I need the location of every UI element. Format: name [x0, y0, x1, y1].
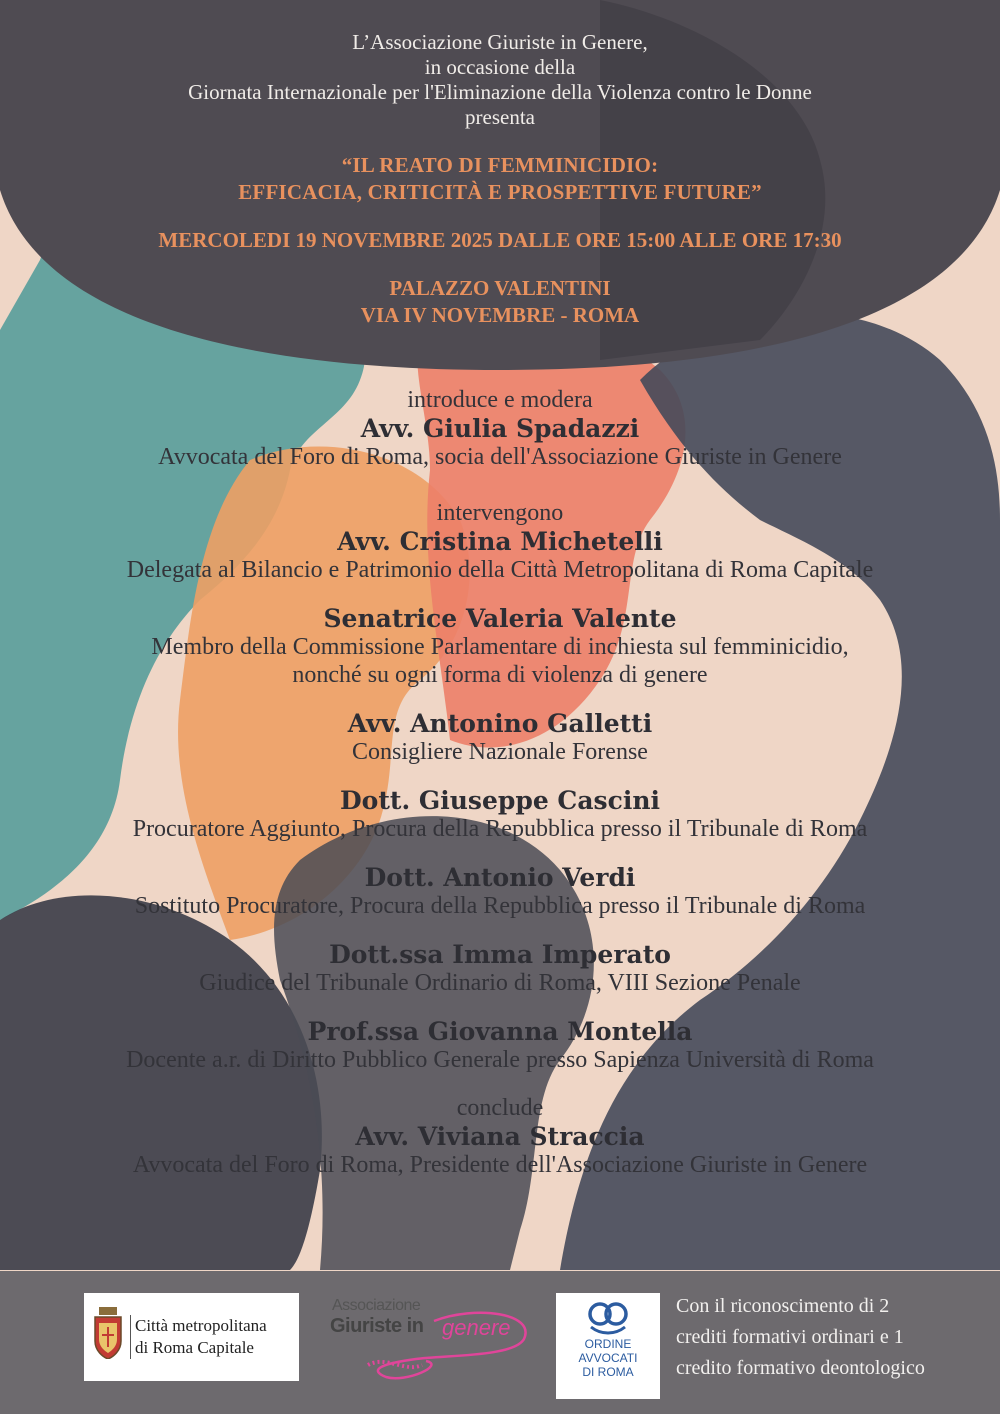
moderator-desc: Avvocata del Foro di Roma, socia dell'Associazione Giuriste in Genere [158, 444, 842, 470]
speaker-desc: Procuratore Aggiunto, Procura della Repubblica presso il Tribunale di Roma [132, 816, 868, 842]
giuriste-logo-line3: genere [442, 1315, 511, 1340]
intro-text [0, 30, 1000, 130]
intro-line: presenta [465, 105, 535, 129]
credits-line: credito formativo deontologico [676, 1357, 925, 1379]
event-program [0, 386, 1000, 1179]
speaker-desc: Consigliere Nazionale Forense [352, 739, 648, 765]
giuriste-in-genere-logo [326, 1295, 536, 1385]
event-place [0, 275, 1000, 329]
speaker-desc: Delegata al Bilancio e Patrimonio della Città Metropolitana di Roma Capitale [126, 557, 874, 583]
sponsor-footer [0, 1271, 1000, 1414]
ordine-logo-line: ORDINE [584, 1337, 632, 1351]
event-date: MERCOLEDI 19 NOVEMBRE 2025 DALLE ORE 15:00 ALLE ORE 17:30 [158, 228, 842, 252]
speaker-name: Dott.ssa Imma Imperato [329, 940, 671, 969]
knot-icon [583, 1299, 633, 1335]
event-title [0, 152, 1000, 206]
place-line: PALAZZO VALENTINI [389, 276, 611, 300]
place-line: VIA IV NOVEMBRE - ROMA [360, 303, 640, 327]
speaker-desc: Sostituto Procuratore, Procura della Repubblica presso il Tribunale di Roma [134, 893, 866, 919]
title-line: “IL REATO DI FEMMINICIDIO: [341, 153, 659, 177]
speaker-name: Senatrice Valeria Valente [323, 604, 677, 633]
speaker-name: Dott. Giuseppe Cascini [340, 786, 660, 815]
credits-line: crediti formativi ordinari e 1 [676, 1326, 904, 1348]
citta-logo-line: Città metropolitana [135, 1316, 267, 1335]
speaker-desc: Membro della Commissione Parlamentare di inchiesta sul femminicidio, [151, 634, 849, 660]
speaker-name: Avv. Cristina Michetelli [337, 527, 663, 556]
ordine-avvocati-logo [556, 1293, 660, 1399]
speaker-desc: nonché su ogni forma di violenza di genere [292, 662, 708, 688]
ordine-logo-text [556, 1337, 660, 1379]
citta-logo-line: di Roma Capitale [135, 1338, 254, 1357]
speakers-label: intervengono [436, 500, 564, 526]
ordine-logo-line: DI ROMA [582, 1365, 634, 1379]
citta-metropolitana-logo [84, 1293, 299, 1381]
intro-line: in occasione della [424, 55, 576, 79]
intro-line: Giornata Internazionale per l'Eliminazione della Violenza contro le Donne [188, 80, 812, 104]
ordine-logo-line: AVVOCATI [578, 1351, 638, 1365]
speaker-name: Avv. Antonino Galletti [347, 709, 653, 738]
speaker-name: Dott. Antonio Verdi [364, 863, 636, 892]
intro-line: L’Associazione Giuriste in Genere, [352, 30, 648, 54]
crest-icon [93, 1307, 123, 1359]
speaker-desc: Docente a.r. di Diritto Pubblico Generale presso Sapienza Università di Roma [126, 1047, 874, 1073]
credits-note [676, 1291, 996, 1384]
speaker-desc: Giudice del Tribunale Ordinario di Roma, VIII Sezione Penale [199, 970, 801, 996]
title-line: EFFICACIA, CRITICITÀ E PROSPETTIVE FUTURE” [238, 180, 762, 204]
event-header [0, 30, 1000, 329]
closer-name: Avv. Viviana Straccia [355, 1122, 645, 1151]
closing-label: conclude [456, 1095, 544, 1121]
closer-desc: Avvocata del Foro di Roma, Presidente dell'Associazione Giuriste in Genere [132, 1152, 868, 1178]
giuriste-logo-line2: Giuriste in [330, 1315, 424, 1337]
speaker-name: Prof.ssa Giovanna Montella [307, 1017, 693, 1046]
moderator-name: Avv. Giulia Spadazzi [360, 414, 640, 443]
credits-line: Con il riconoscimento di 2 [676, 1295, 890, 1317]
citta-logo-text [130, 1315, 295, 1359]
giuriste-logo-line1: Associazione [332, 1297, 421, 1314]
moderator-label: introduce e modera [407, 387, 593, 413]
